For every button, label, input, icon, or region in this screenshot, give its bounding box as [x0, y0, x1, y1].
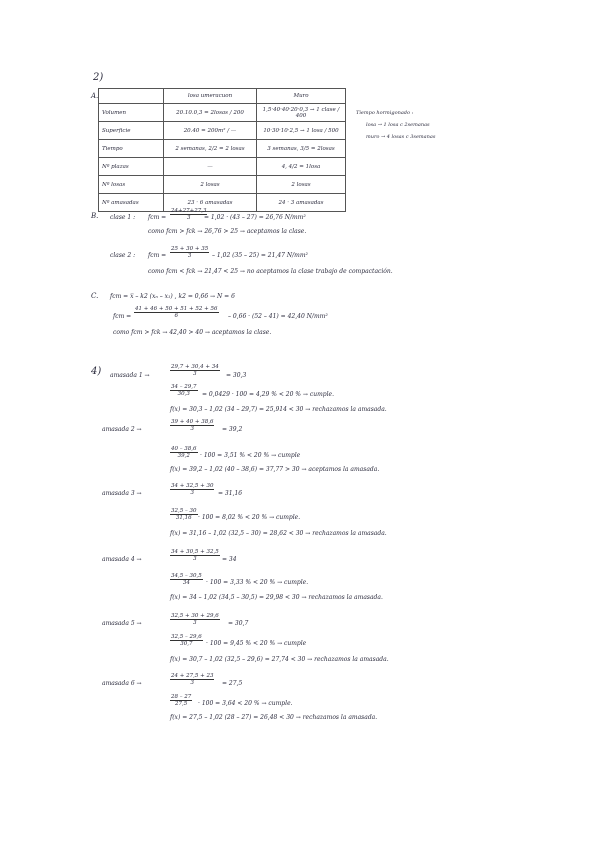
fraction [170, 613, 220, 626]
side-note-line: muro → 4 losas c 3semanas [366, 134, 436, 140]
part-a-label: A. [91, 92, 99, 100]
fraction-numerator: 32,5 + 30 + 29,6 [171, 613, 219, 619]
amasada-check: · 100 = 9,45 % < 20 % → cumple [206, 640, 307, 647]
amasada-fcm: f(x) = 30,7 – 1,02 (32,5 – 29,6) = 27,74 < 30 → rechazamos la amasada. [170, 656, 389, 663]
side-note-title: Tiempo hormigonado : [356, 110, 414, 116]
fraction [170, 573, 203, 586]
amasada-label: amasada 5 → [102, 620, 142, 627]
amasada-label: amasada 1 → [110, 372, 150, 379]
table-row [99, 104, 346, 122]
fcm-symbol: fcm = [113, 313, 132, 320]
table-cell: 3 semanas, 3/5 = 2losas [257, 140, 346, 158]
fraction-denominator: 3 [193, 620, 197, 626]
amasada-mean: = 34 [222, 556, 237, 563]
amasada-fcm: f(x) = 31,16 – 1,02 (32,5 – 30) = 28,62 < 30 → rechazamos la amasada. [170, 530, 387, 537]
amasada-check: · 100 = 8,02 % < 20 % → cumple. [198, 514, 301, 521]
table-cell: 2 losas [164, 176, 257, 194]
amasada-mean: = 39,2 [222, 426, 243, 433]
fraction [170, 694, 192, 707]
fraction-numerator: 32,5 – 30 [171, 508, 197, 514]
fraction-numerator: 41 + 46 + 50 + 51 + 52 + 56 [135, 306, 218, 312]
fraction-denominator: 3 [186, 215, 191, 221]
amasada-label: amasada 2 → [102, 426, 142, 433]
amasada-label: amasada 3 → [102, 490, 142, 497]
fraction-numerator: 24 + 27,5 + 23 [171, 673, 214, 679]
fraction-numerator: 34 + 32,5 + 30 [171, 483, 214, 489]
fraction [170, 364, 220, 377]
table-row [99, 122, 346, 140]
amasada-label: amasada 6 → [102, 680, 142, 687]
fraction [170, 446, 198, 459]
table-cell: 1,5·40·40·20·0,3 → 1 clase / 400 [257, 104, 346, 122]
fraction [170, 508, 198, 521]
formula-rest: – 0,66 · (52 – 41) = 42,40 N/mm² [228, 313, 328, 320]
part-b-label: B. [91, 212, 99, 220]
table-cell: — [164, 158, 257, 176]
amasada-check: · 100 = 3,51 % < 20 % → cumple [200, 452, 301, 459]
table-cell: 2 losas [257, 176, 346, 194]
amasada-check: = 0,0429 · 100 = 4,29 % < 20 % → cumple. [202, 391, 334, 398]
fraction [170, 549, 220, 562]
amasada-mean: = 30,7 [228, 620, 249, 627]
table-cell: Nº amasadas [99, 194, 164, 212]
fraction-denominator: 31,16 [175, 515, 192, 521]
fraction-denominator: 39,2 [177, 453, 190, 459]
fraction-numerator: 25 + 30 + 35 [171, 246, 209, 252]
fraction-denominator: 3 [193, 556, 197, 562]
amasada-label: amasada 4 → [102, 556, 142, 563]
amasada-fcm: f(x) = 30,3 – 1,02 (34 – 29,7) = 25,914 < 30 → rechazamos la amasada. [170, 406, 387, 413]
table-cell: 20.40 = 200m² / — [164, 122, 257, 140]
fraction-denominator: 3 [187, 253, 192, 259]
fraction-denominator: 6 [174, 313, 179, 319]
fraction-numerator: 28 – 27 [171, 694, 192, 700]
clase-2-prefix: clase 2 : [110, 252, 136, 259]
fraction-numerator: 34 – 29,7 [171, 384, 197, 390]
comparison-table [98, 88, 346, 212]
clase-1-conclusion: como fcm > fck → 26,76 > 25 → aceptamos la clase. [148, 228, 307, 235]
table-row [99, 194, 346, 212]
table-header-cell [99, 89, 164, 104]
fraction-numerator: 40 – 38,6 [171, 446, 197, 452]
fraction-numerator: 29,7 + 30,4 + 34 [171, 364, 219, 370]
fraction-denominator: 3 [190, 426, 194, 432]
fraction [170, 246, 209, 259]
fraction-numerator: 34 + 30,5 + 32,5 [171, 549, 219, 555]
clase-1-prefix: clase 1 : [110, 214, 136, 221]
fraction [170, 384, 198, 397]
amasada-check: · 100 = 3,33 % < 20 % → cumple. [206, 579, 309, 586]
fraction-denominator: 3 [190, 490, 194, 496]
table-row [99, 158, 346, 176]
amasada-fcm: f(x) = 27,5 – 1,02 (28 – 27) = 26,48 < 30 → rechazamos la amasada. [170, 714, 378, 721]
fraction-denominator: 34 [182, 580, 190, 586]
fcm-symbol: fcm = [148, 252, 167, 259]
table-cell: Nº losas [99, 176, 164, 194]
fraction [170, 673, 214, 686]
clase-2-conclusion: como fcm < fck → 21,47 < 25 → no aceptamos la clase trabajo de compactación. [148, 268, 393, 275]
fcm-symbol: fcm = [148, 214, 167, 221]
part-c-line: fcm = x̅ – k2 (xₙ – x₁) , k2 = 0,66 → N = 6 [110, 293, 235, 300]
table-header-row [99, 89, 346, 104]
amasada-mean: = 30,3 [226, 372, 247, 379]
section-4-number: 4) [91, 366, 102, 377]
table-cell: 23 · 6 amasadas [164, 194, 257, 212]
formula-rest: – 1,02 (35 – 25) = 21,47 N/mm² [212, 252, 308, 259]
side-note-line: losa → 1 losa c 2semanas [366, 122, 430, 128]
amasada-mean: = 31,16 [218, 490, 243, 497]
fraction [170, 634, 203, 647]
part-c-conclusion: como fcm > fck → 42,40 > 40 → aceptamos la clase. [113, 329, 272, 336]
table-row [99, 140, 346, 158]
formula-rest: = 1,02 · (43 – 27) = 26,76 N/mm² [204, 214, 306, 221]
amasada-fcm: f(x) = 39,2 – 1,02 (40 – 38,6) = 37,77 > 30 → aceptamos la amasada. [170, 466, 380, 473]
fraction-denominator: 30,3 [177, 391, 190, 397]
fraction-denominator: 27,5 [175, 701, 188, 707]
fraction [170, 483, 214, 496]
section-2-number: 2) [93, 72, 104, 83]
amasada-fcm: f(x) = 34 – 1,02 (34,5 – 30,5) = 29,98 < 30 → rechazamos la amasada. [170, 594, 383, 601]
fraction [170, 208, 207, 221]
fraction-numerator: 34,5 – 30,5 [171, 573, 202, 579]
table-cell: 2 semanas, 2/2 = 2 losas [164, 140, 257, 158]
fraction-denominator: 3 [190, 680, 194, 686]
table-cell: 10·30·10·2,5 → 1 losa / 500 [257, 122, 346, 140]
table-header-cell: losa umeracuon [164, 89, 257, 104]
fraction-denominator: 3 [193, 371, 197, 377]
table-cell: Tiempo [99, 140, 164, 158]
table-cell: 4, 4/2 = 1losa [257, 158, 346, 176]
fraction-numerator: 39 + 40 + 38,6 [171, 419, 214, 425]
table-cell: 24 · 3 amasadas [257, 194, 346, 212]
fraction-denominator: 30,7 [180, 641, 193, 647]
fraction [170, 419, 214, 432]
table-header-cell: Muro [257, 89, 346, 104]
part-c-label: C. [91, 292, 99, 300]
table-cell: Superficie [99, 122, 164, 140]
fraction-numerator: 32,5 – 29,6 [171, 634, 202, 640]
table-cell: Volumen [99, 104, 164, 122]
table-cell: 20.10.0,3 = 2losas / 200 [164, 104, 257, 122]
table-cell: Nº plazas [99, 158, 164, 176]
amasada-check: · 100 = 3,64 < 20 % → cumple. [198, 700, 293, 707]
fraction [134, 306, 219, 319]
table-row [99, 176, 346, 194]
amasada-mean: = 27,5 [222, 680, 243, 687]
fraction-numerator: 24+27+27,3 [171, 208, 207, 214]
